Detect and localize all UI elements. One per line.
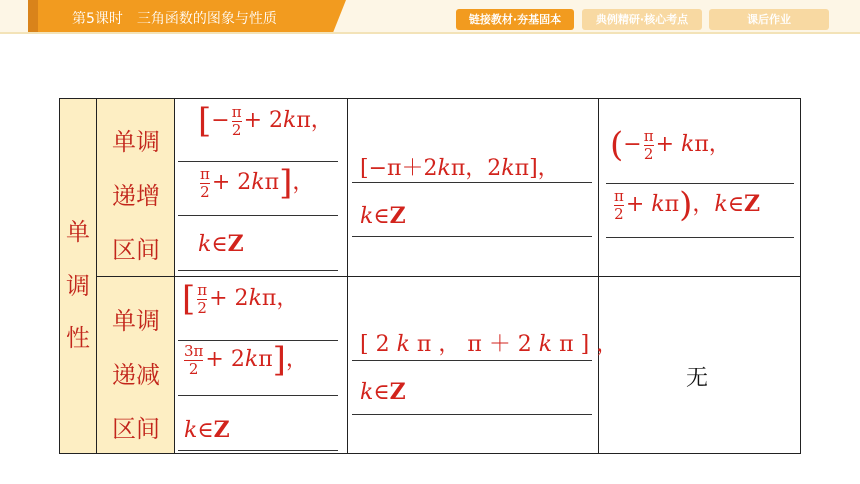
answer-line <box>178 340 338 341</box>
monotonicity-table <box>59 98 801 454</box>
answer-line <box>606 237 794 238</box>
decreasing-label-3: 区间 <box>112 415 160 443</box>
increasing-label-1: 单调 <box>112 128 160 156</box>
sin-increasing-line-3: k∈Z <box>198 231 244 257</box>
increasing-label-3: 区间 <box>112 236 160 264</box>
tab-textbook-basics[interactable]: 链接教材·夯基固本 <box>456 9 574 30</box>
answer-line <box>178 161 338 162</box>
property-char-1: 单 <box>66 218 90 246</box>
answer-line <box>178 270 338 271</box>
sin-decreasing-line-2: $\frac{3\pi}{2}$ + 2kπ]， <box>184 340 308 380</box>
answer-line <box>178 395 338 396</box>
lesson-topic: 三角函数的图象与性质 <box>136 11 277 27</box>
tan-decreasing-none: 无 <box>686 366 709 391</box>
tab-core-examples[interactable]: 典例精研·核心考点 <box>582 9 702 30</box>
answer-line <box>178 215 338 216</box>
tab-homework[interactable]: 课后作业 <box>709 9 829 30</box>
answer-line <box>352 414 592 415</box>
cos-increasing-line-1: [−π＋2kπ，2kπ]， <box>360 156 560 181</box>
cos-increasing-line-2: k∈Z <box>360 203 406 229</box>
row-divider <box>97 276 800 277</box>
decreasing-label-1: 单调 <box>112 307 160 335</box>
answer-line <box>606 183 794 184</box>
sin-decreasing-line-1: [ $\frac{\pi}{2}$ + 2kπ， <box>182 279 299 319</box>
cos-decreasing-line-1: [ 2 k π ， π ＋ 2 k π ] ， <box>360 332 619 357</box>
banner-fold <box>28 0 38 32</box>
sin-increasing-line-1: [− $\frac{\pi}{2}$ + 2kπ， <box>198 101 333 141</box>
answer-line <box>352 182 592 183</box>
tan-increasing-line-1: (− $\frac{\pi}{2}$ + kπ， <box>610 125 731 165</box>
answer-line <box>352 236 592 237</box>
sin-increasing-line-2: $\frac{\pi}{2}$ + 2kπ]， <box>200 163 315 203</box>
decreasing-label-2: 递减 <box>112 361 160 389</box>
cos-decreasing-line-2: k∈Z <box>360 379 406 405</box>
lesson-title <box>72 8 277 28</box>
property-char-2: 调 <box>66 272 90 300</box>
increasing-label-2: 递增 <box>112 182 160 210</box>
lesson-number: 第5课时 <box>72 11 123 27</box>
answer-line <box>352 360 592 361</box>
header-divider <box>0 32 860 34</box>
sin-decreasing-line-3: k∈Z <box>184 417 230 443</box>
tan-increasing-line-2: $\frac{\pi}{2}$ + kπ)，k∈Z <box>614 185 761 225</box>
property-char-3: 性 <box>66 324 90 352</box>
answer-line <box>178 450 338 451</box>
